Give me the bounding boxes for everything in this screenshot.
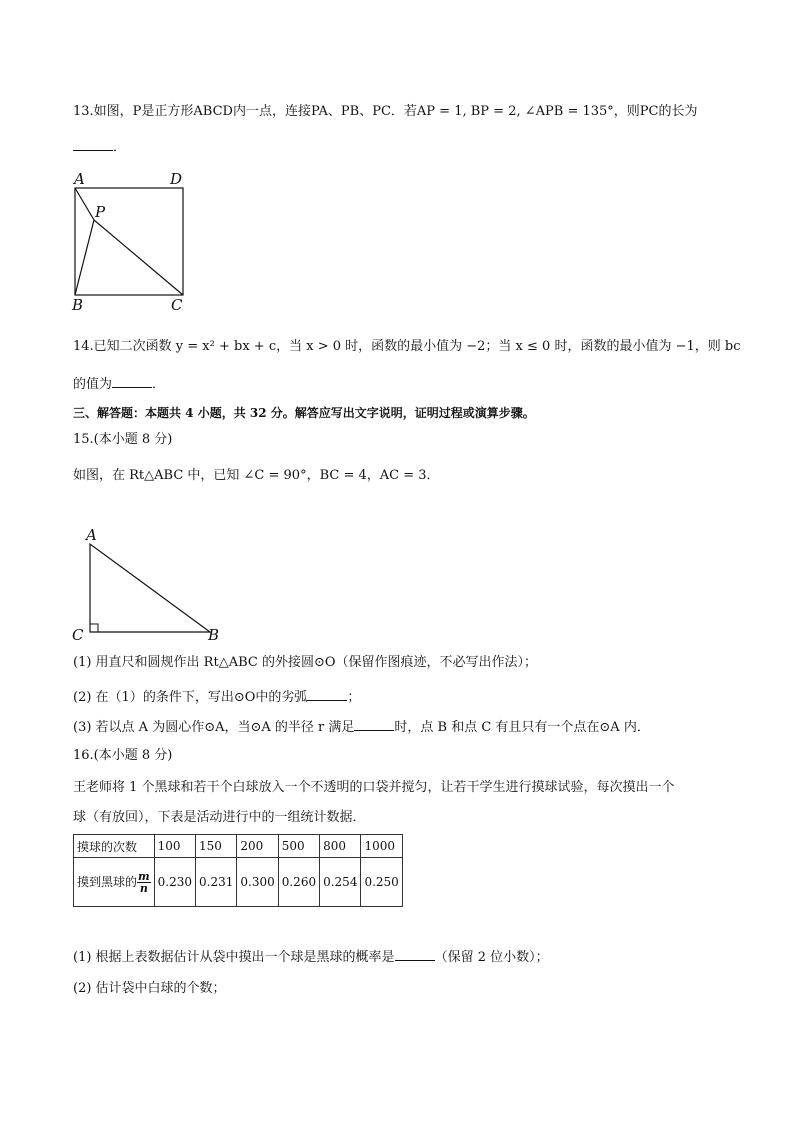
q14-line1: 14.已知二次函数 y = x² + bx + c，当 x > 0 时，函数的最小值为 −2；当 x ≤ 0 时，函数的最小值为 −1，则 bc bbox=[73, 339, 741, 354]
count-cell: 500 bbox=[278, 835, 319, 858]
count-cell: 150 bbox=[196, 835, 237, 858]
freq-cell: 0.254 bbox=[320, 858, 361, 907]
freq-cell: 0.231 bbox=[196, 858, 237, 907]
q15-heading: 15.(本小题 8 分) bbox=[73, 432, 173, 447]
q15-part3-text: (3) 若以点 A 为圆心作⊙A，当⊙A 的半径 r 满足 bbox=[73, 720, 355, 735]
q15-triangle-figure bbox=[68, 524, 228, 644]
count-cell: 100 bbox=[154, 835, 195, 858]
q16-part1-end: （保留 2 位小数）； bbox=[434, 950, 549, 965]
header-frequency bbox=[74, 858, 155, 907]
q15-part2 bbox=[73, 687, 360, 707]
q15-part1: (1) 用直尺和圆规作出 Rt△ABC 的外接圆⊙O（保留作图痕迹，不必写出作法）； bbox=[73, 655, 538, 670]
q15-part3-blank[interactable] bbox=[354, 717, 394, 731]
fraction-m-over-n bbox=[137, 871, 151, 894]
label-a: A bbox=[86, 526, 97, 544]
q14-line2 bbox=[73, 374, 165, 394]
q16-part1 bbox=[73, 947, 549, 967]
q13-period: ． bbox=[113, 140, 127, 155]
segment-pc bbox=[94, 220, 183, 295]
segment-pb bbox=[75, 220, 94, 295]
frac-numerator: m bbox=[138, 869, 150, 883]
freq-cell: 0.300 bbox=[237, 858, 278, 907]
q13-square-figure bbox=[65, 168, 195, 314]
header-frequency-text: 摸到黑球的 bbox=[77, 874, 138, 889]
triangle-abc bbox=[90, 544, 210, 632]
q15-stem: 如图，在 Rt△ABC 中，已知 ∠C = 90°，BC = 4，AC = 3． bbox=[73, 468, 440, 483]
q15-part2-end: ； bbox=[347, 690, 361, 705]
label-c: C bbox=[72, 626, 84, 644]
q16-stem1: 王老师将 1 个黑球和若干个白球放入一个不透明的口袋并搅匀，让若干学生进行摸球试验，每次摸出一个 bbox=[73, 780, 675, 795]
q15-part2-blank[interactable] bbox=[307, 687, 347, 701]
table-row-counts bbox=[74, 835, 403, 858]
q13-line1: 13.如图，P是正方形ABCD内一点，连接PA、PB、PC．若AP = 1, BP = 2, ∠APB = 135°，则PC的长为 bbox=[73, 104, 698, 119]
q16-stats-table bbox=[73, 834, 403, 907]
section3-title: 三、解答题：本题共 4 小题，共 32 分。解答应写出文字说明，证明过程或演算步骤。 bbox=[73, 406, 535, 420]
square-abcd bbox=[75, 188, 183, 295]
freq-cell: 0.230 bbox=[154, 858, 195, 907]
q14-line2-text: 的值为 bbox=[73, 377, 113, 392]
q15-part2-text: (2) 在（1）的条件下，写出⊙O中的劣弧 bbox=[73, 690, 308, 705]
q14-period: ． bbox=[152, 377, 166, 392]
count-cell: 800 bbox=[320, 835, 361, 858]
count-cell: 200 bbox=[237, 835, 278, 858]
segment-pa bbox=[75, 188, 94, 220]
header-counts: 摸球的次数 bbox=[74, 835, 155, 858]
q14-answer-blank[interactable] bbox=[112, 374, 152, 388]
q13-line2 bbox=[73, 137, 126, 157]
freq-cell: 0.260 bbox=[278, 858, 319, 907]
q16-part1-blank[interactable] bbox=[395, 947, 435, 961]
frac-denominator: n bbox=[139, 881, 148, 895]
q15-part3-end: 时，点 B 和点 C 有且只有一个点在⊙A 内． bbox=[394, 720, 650, 735]
label-b: B bbox=[72, 296, 84, 314]
freq-cell: 0.250 bbox=[361, 858, 402, 907]
q15-part3 bbox=[73, 717, 650, 737]
label-p: P bbox=[95, 203, 106, 221]
label-a: A bbox=[74, 170, 85, 188]
q13-answer-blank[interactable] bbox=[73, 137, 113, 151]
q16-part2: (2) 估计袋中白球的个数； bbox=[73, 981, 226, 996]
q16-stem2: 球（有放回），下表是活动进行中的一组统计数据． bbox=[73, 810, 366, 825]
table-row-frequency bbox=[74, 858, 403, 907]
label-b: B bbox=[208, 626, 220, 644]
label-d: D bbox=[170, 170, 183, 188]
q16-part1-text: (1) 根据上表数据估计从袋中摸出一个球是黑球的概率是 bbox=[73, 950, 395, 965]
right-angle-mark bbox=[90, 624, 98, 632]
label-c: C bbox=[171, 296, 183, 314]
q16-heading: 16.(本小题 8 分) bbox=[73, 748, 173, 763]
count-cell: 1000 bbox=[361, 835, 402, 858]
